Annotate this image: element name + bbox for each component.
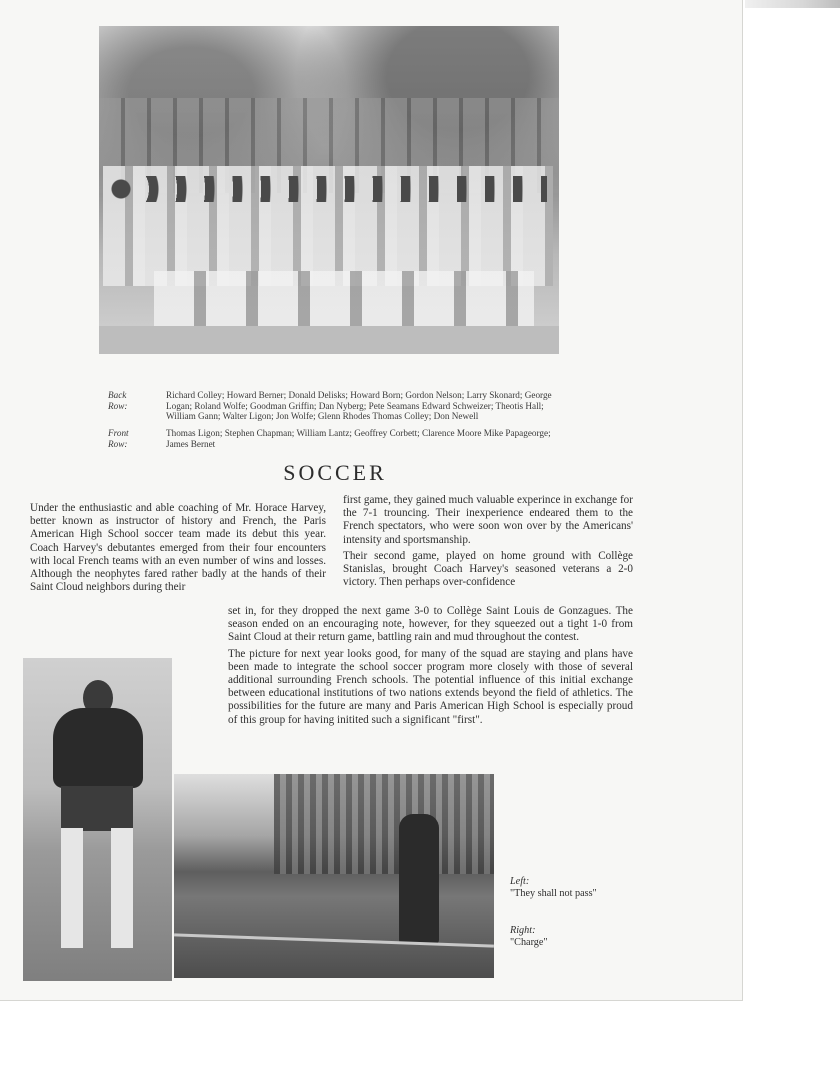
goalkeeper-shorts [61, 786, 133, 831]
team-photo [99, 26, 559, 354]
charging-player [399, 814, 439, 944]
left-caption-text: "They shall not pass" [510, 887, 597, 899]
match-photo [174, 774, 494, 978]
article-column-left [30, 502, 326, 597]
right-photo-caption [510, 925, 548, 948]
ground [99, 326, 559, 354]
paragraph-wide-1: set in, for they dropped the next game 3-0 to Collège Saint Louis de Gonzagues. The season ended on an encouraging note, however, for they squeezed out a tight 1-0 from Saint Cloud at their return game, battling rain and mud throughout the contest. [228, 605, 633, 644]
scan-edge [745, 0, 840, 8]
goalkeeper-torso [53, 708, 143, 788]
goalkeeper-leg [61, 828, 83, 948]
paragraph-right-1: first game, they gained much valuable experince in exchange for the 7-1 trouncing. Their inexperience endeared them to the French spectators, who were soon won over by the Americans' intensity and sportsmanship. [343, 494, 633, 546]
article-title: SOCCER [283, 460, 387, 485]
tree-line [274, 774, 494, 874]
paragraph-wide-2: The picture for next year looks good, for many of the squad are staying and plans have been made to integrate the school soccer program more closely with those of several additional surrounding French schools. The potential influence of this initial exchange between educational institutions of two nations extends beyond the field of athletics. The possibilities for the future are many and Paris American High School is especially proud of this group for having initited such a significant "first". [228, 647, 633, 726]
back-row-names: Richard Colley; Howard Berner; Donald Delisks; Howard Born; Gordon Nelson; Larry Skonard; George Logan; Roland Wolfe; Goodman Griffin; Dan Nyberg; Pete Seamans Edward Schweizer; Theotis Hall; William Gann; Walter Ligon; Jon Wolfe; Glenn Rhodes Thomas Colley; Don Newell [166, 390, 552, 421]
goalkeeper-leg [111, 828, 133, 948]
front-row-label: Front Row: [108, 428, 129, 449]
left-caption-label: Left: [510, 876, 530, 887]
paragraph-right-2: Their second game, played on home ground with Collège Stanislas, brought Coach Harvey's seasoned veterans a 2-0 victory. Then perhaps over-confidence [343, 549, 633, 589]
front-row-names: Thomas Ligon; Stephen Chapman; William Lantz; Geoffrey Corbett; Clarence Moore Mike Papageorge; James Bernet [166, 428, 551, 449]
article-column-right [343, 494, 633, 592]
player-heads [107, 176, 547, 202]
left-photo-caption [510, 876, 597, 899]
right-caption-label: Right: [510, 925, 536, 936]
back-row-label: Back Row: [108, 390, 128, 411]
goalkeeper-photo [23, 658, 172, 981]
field-line [174, 933, 494, 947]
paragraph-left: Under the enthusiastic and able coaching of Mr. Horace Harvey, better known as instructor of history and French, the Paris American High School soccer team made its debut this year. Coach Harvey's debutantes emerged from their four encounters with local French teams with an even number of wins and losses. Although the neophytes fared rather badly at the hands of their Saint Cloud neighbors during their [30, 502, 326, 594]
right-caption-text: "Charge" [510, 936, 548, 948]
article-column-wide [228, 605, 633, 730]
